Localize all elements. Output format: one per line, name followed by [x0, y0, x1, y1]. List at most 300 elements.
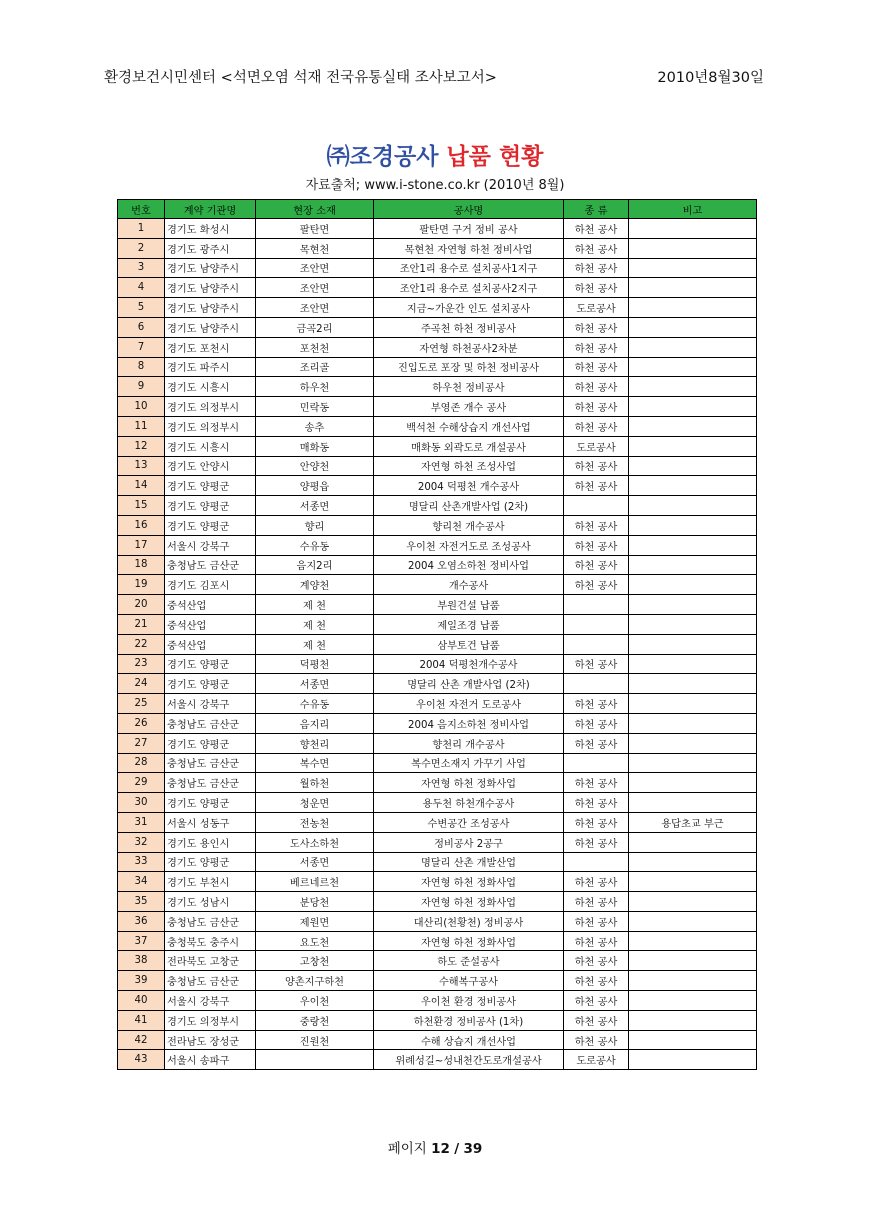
contract-agency: 경기도 포천시: [165, 337, 256, 357]
remarks: [629, 317, 757, 337]
page-separator: /: [454, 1141, 460, 1157]
contract-agency: 경기도 성남시: [165, 892, 256, 912]
contract-agency: 경기도 시흥시: [165, 436, 256, 456]
contract-agency: 경기도 안양시: [165, 456, 256, 476]
site-location: 진원천: [256, 1030, 374, 1050]
contract-agency: 중석산업: [165, 595, 256, 615]
row-number: 39: [118, 971, 165, 991]
table-row: [118, 258, 757, 278]
site-location: 도사소하천: [256, 832, 374, 852]
row-number: 43: [118, 1050, 165, 1070]
remarks: [629, 595, 757, 615]
row-number: 12: [118, 436, 165, 456]
row-number: 22: [118, 634, 165, 654]
project-type: 하천 공사: [564, 337, 629, 357]
contract-agency: 경기도 남양주시: [165, 258, 256, 278]
project-type: 하천 공사: [564, 733, 629, 753]
table-row: [118, 515, 757, 535]
remarks: [629, 496, 757, 516]
remarks: [629, 238, 757, 258]
contract-agency: 중석산업: [165, 634, 256, 654]
contract-agency: 중석산업: [165, 614, 256, 634]
contract-agency: 서울시 강북구: [165, 535, 256, 555]
contract-agency: 서울시 강북구: [165, 694, 256, 714]
row-number: 38: [118, 951, 165, 971]
contract-agency: 경기도 양평군: [165, 654, 256, 674]
project-type: 하천 공사: [564, 991, 629, 1011]
row-number: 5: [118, 298, 165, 318]
site-location: 우이천: [256, 991, 374, 1011]
site-location: 조안면: [256, 298, 374, 318]
site-location: 요도천: [256, 931, 374, 951]
remarks: [629, 258, 757, 278]
remarks: [629, 852, 757, 872]
site-location: 민락동: [256, 397, 374, 417]
row-number: 2: [118, 238, 165, 258]
project-name: 위례성길~성내천간도로개설공사: [374, 1050, 564, 1070]
contract-agency: 경기도 남양주시: [165, 298, 256, 318]
table-row: [118, 298, 757, 318]
row-number: 41: [118, 1010, 165, 1030]
remarks: [629, 278, 757, 298]
contract-agency: 충청남도 금산군: [165, 971, 256, 991]
site-location: 음지2리: [256, 555, 374, 575]
contract-agency: 충청남도 금산군: [165, 911, 256, 931]
remarks: [629, 931, 757, 951]
site-location: 덕평천: [256, 654, 374, 674]
remarks: [629, 614, 757, 634]
table-row: [118, 575, 757, 595]
table-row: [118, 397, 757, 417]
remarks: [629, 991, 757, 1011]
data-source: 자료출처; www.i-stone.co.kr (2010년 8월): [305, 178, 565, 193]
site-location: 계양천: [256, 575, 374, 595]
project-type: 도로공사: [564, 436, 629, 456]
row-number: 13: [118, 456, 165, 476]
project-type: 하천 공사: [564, 377, 629, 397]
remarks: [629, 555, 757, 575]
project-name: 2004 덕평천 개수공사: [374, 476, 564, 496]
contract-agency: 경기도 양평군: [165, 496, 256, 516]
project-name: 대산리(천황천) 정비공사: [374, 911, 564, 931]
remarks: [629, 634, 757, 654]
remarks: [629, 416, 757, 436]
remarks: [629, 377, 757, 397]
contract-agency: 서울시 송파구: [165, 1050, 256, 1070]
contract-agency: 경기도 용인시: [165, 832, 256, 852]
contract-agency: 전라북도 고창군: [165, 951, 256, 971]
row-number: 21: [118, 614, 165, 634]
report-header-title: 환경보건시민센터 <석면오염 석재 전국유통실태 조사보고서>: [104, 70, 497, 86]
project-name: 자연형 하천 정화사업: [374, 872, 564, 892]
project-name: 주곡천 하천 정비공사: [374, 317, 564, 337]
project-name: 수해복구공사: [374, 971, 564, 991]
contract-agency: 충청남도 금산군: [165, 773, 256, 793]
project-name: 2004 오염소하천 정비사업: [374, 555, 564, 575]
project-name: 개수공사: [374, 575, 564, 595]
table-row: [118, 377, 757, 397]
row-number: 20: [118, 595, 165, 615]
remarks: [629, 575, 757, 595]
table-row: [118, 634, 757, 654]
contract-agency: 충청남도 금산군: [165, 713, 256, 733]
table-row: [118, 991, 757, 1011]
project-type: 하천 공사: [564, 575, 629, 595]
table-row: [118, 555, 757, 575]
remarks: [629, 753, 757, 773]
table-row: [118, 872, 757, 892]
project-type: 하천 공사: [564, 397, 629, 417]
row-number: 18: [118, 555, 165, 575]
project-type: 하천 공사: [564, 911, 629, 931]
row-number: 6: [118, 317, 165, 337]
table-row: [118, 476, 757, 496]
column-header: 비고: [629, 200, 757, 219]
project-name: 자연형 하천 정화사업: [374, 773, 564, 793]
row-number: 36: [118, 911, 165, 931]
table-row: [118, 1050, 757, 1070]
project-type: [564, 852, 629, 872]
remarks: [629, 654, 757, 674]
table-row: [118, 694, 757, 714]
project-name: 명달리 산촌개발사업 (2차): [374, 496, 564, 516]
contract-agency: 충청남도 금산군: [165, 753, 256, 773]
site-location: 안양천: [256, 456, 374, 476]
project-type: 하천 공사: [564, 654, 629, 674]
contract-agency: 경기도 남양주시: [165, 317, 256, 337]
project-type: 하천 공사: [564, 357, 629, 377]
project-type: 하천 공사: [564, 872, 629, 892]
table-row: [118, 793, 757, 813]
remarks: [629, 298, 757, 318]
site-location: 제 천: [256, 614, 374, 634]
contract-agency: 경기도 양평군: [165, 793, 256, 813]
site-location: 제 천: [256, 634, 374, 654]
remarks: [629, 694, 757, 714]
row-number: 42: [118, 1030, 165, 1050]
table-row: [118, 416, 757, 436]
remarks: [629, 219, 757, 239]
remarks: [629, 397, 757, 417]
row-number: 31: [118, 812, 165, 832]
contract-agency: 경기도 양평군: [165, 515, 256, 535]
remarks: [629, 892, 757, 912]
project-name: 명달리 산촌 개발사업 (2차): [374, 674, 564, 694]
project-type: [564, 753, 629, 773]
table-body: [118, 219, 757, 1070]
table-row: [118, 733, 757, 753]
project-name: 자연형 하천 정화사업: [374, 892, 564, 912]
remarks: [629, 535, 757, 555]
project-type: 하천 공사: [564, 971, 629, 991]
contract-agency: 경기도 광주시: [165, 238, 256, 258]
row-number: 35: [118, 892, 165, 912]
remarks: [629, 436, 757, 456]
page-current: 12: [431, 1141, 450, 1157]
site-location: 베르네르천: [256, 872, 374, 892]
row-number: 30: [118, 793, 165, 813]
contract-agency: 경기도 의정부시: [165, 397, 256, 417]
row-number: 33: [118, 852, 165, 872]
project-name: 진입도로 포장 및 하천 정비공사: [374, 357, 564, 377]
site-location: 팔탄면: [256, 219, 374, 239]
page-total: 39: [463, 1141, 483, 1157]
project-name: 하천환경 정비공사 (1차): [374, 1010, 564, 1030]
contract-agency: 경기도 양평군: [165, 674, 256, 694]
project-type: 하천 공사: [564, 278, 629, 298]
row-number: 19: [118, 575, 165, 595]
title-suffix: 납품 현황: [446, 144, 544, 170]
table-row: [118, 832, 757, 852]
row-number: 32: [118, 832, 165, 852]
project-type: 하천 공사: [564, 892, 629, 912]
site-location: 향천리: [256, 733, 374, 753]
project-name: 우이천 자전거 도로공사: [374, 694, 564, 714]
remarks: [629, 832, 757, 852]
row-number: 11: [118, 416, 165, 436]
contract-agency: 경기도 김포시: [165, 575, 256, 595]
project-name: 지금~가운간 인도 설치공사: [374, 298, 564, 318]
site-location: 양평읍: [256, 476, 374, 496]
project-name: 삼부토건 납품: [374, 634, 564, 654]
report-date: 2010년8월30일: [657, 70, 764, 86]
project-name: 부원건설 납품: [374, 595, 564, 615]
site-location: 분당천: [256, 892, 374, 912]
table-row: [118, 812, 757, 832]
table-row: [118, 753, 757, 773]
remarks: [629, 674, 757, 694]
project-type: 하천 공사: [564, 317, 629, 337]
table-row: [118, 278, 757, 298]
project-name: 제일조경 납품: [374, 614, 564, 634]
project-type: 하천 공사: [564, 535, 629, 555]
site-location: 양촌지구하천: [256, 971, 374, 991]
delivery-table: [117, 199, 757, 1070]
row-number: 23: [118, 654, 165, 674]
remarks: [629, 1050, 757, 1070]
row-number: 29: [118, 773, 165, 793]
project-type: 하천 공사: [564, 515, 629, 535]
remarks: [629, 773, 757, 793]
column-header: 종 류: [564, 200, 629, 219]
contract-agency: 서울시 성동구: [165, 812, 256, 832]
table-row: [118, 219, 757, 239]
site-location: 수유동: [256, 694, 374, 714]
project-name: 우이천 자전거도로 조성공사: [374, 535, 564, 555]
remarks: [629, 1010, 757, 1030]
project-name: 조안1리 용수로 설치공사1지구: [374, 258, 564, 278]
site-location: 수유동: [256, 535, 374, 555]
project-name: 수변공간 조성공사: [374, 812, 564, 832]
company-name: ㈜조경공사: [326, 144, 439, 170]
page-label: 페이지: [387, 1141, 427, 1157]
column-header: 현장 소재: [256, 200, 374, 219]
project-type: 하천 공사: [564, 219, 629, 239]
table-row: [118, 852, 757, 872]
row-number: 1: [118, 219, 165, 239]
table-row: [118, 614, 757, 634]
table-row: [118, 436, 757, 456]
site-location: 조안면: [256, 258, 374, 278]
table-row: [118, 238, 757, 258]
project-type: 하천 공사: [564, 793, 629, 813]
table-row: [118, 595, 757, 615]
site-location: [256, 1050, 374, 1070]
project-name: 향천리 개수공사: [374, 733, 564, 753]
table-row: [118, 951, 757, 971]
site-location: 음지리: [256, 713, 374, 733]
contract-agency: 충청남도 금산군: [165, 555, 256, 575]
row-number: 34: [118, 872, 165, 892]
site-location: 조리골: [256, 357, 374, 377]
project-type: 하천 공사: [564, 773, 629, 793]
site-location: 송추: [256, 416, 374, 436]
table-row: [118, 773, 757, 793]
table-row: [118, 1030, 757, 1050]
remarks: [629, 733, 757, 753]
table-header-row: [118, 200, 757, 219]
page-title: [0, 138, 870, 171]
column-header: 번호: [118, 200, 165, 219]
row-number: 3: [118, 258, 165, 278]
project-type: 하천 공사: [564, 555, 629, 575]
table-row: [118, 971, 757, 991]
remarks: [629, 793, 757, 813]
remarks: [629, 1030, 757, 1050]
project-type: 하천 공사: [564, 1010, 629, 1030]
table-row: [118, 1010, 757, 1030]
remarks: [629, 911, 757, 931]
row-number: 15: [118, 496, 165, 516]
site-location: 복수면: [256, 753, 374, 773]
project-name: 자연형 하천 정화사업: [374, 931, 564, 951]
table-row: [118, 713, 757, 733]
project-type: 하천 공사: [564, 238, 629, 258]
row-number: 25: [118, 694, 165, 714]
row-number: 14: [118, 476, 165, 496]
column-header: 공사명: [374, 200, 564, 219]
project-name: 2004 음지소하천 정비사업: [374, 713, 564, 733]
project-name: 복수면소재지 가꾸기 사업: [374, 753, 564, 773]
project-type: 하천 공사: [564, 456, 629, 476]
site-location: 서종면: [256, 496, 374, 516]
project-name: 향리천 개수공사: [374, 515, 564, 535]
site-location: 전농천: [256, 812, 374, 832]
project-type: [564, 496, 629, 516]
project-type: [564, 674, 629, 694]
project-type: 도로공사: [564, 1050, 629, 1070]
row-number: 17: [118, 535, 165, 555]
contract-agency: 전라남도 장성군: [165, 1030, 256, 1050]
table-row: [118, 892, 757, 912]
row-number: 9: [118, 377, 165, 397]
project-type: 하천 공사: [564, 832, 629, 852]
contract-agency: 충청북도 충주시: [165, 931, 256, 951]
contract-agency: 경기도 양평군: [165, 476, 256, 496]
site-location: 매화동: [256, 436, 374, 456]
project-name: 팔탄면 구거 정비 공사: [374, 219, 564, 239]
table-row: [118, 357, 757, 377]
project-type: 하천 공사: [564, 476, 629, 496]
row-number: 40: [118, 991, 165, 1011]
contract-agency: 경기도 부천시: [165, 872, 256, 892]
project-type: 하천 공사: [564, 931, 629, 951]
project-type: 하천 공사: [564, 1030, 629, 1050]
contract-agency: 경기도 의정부시: [165, 1010, 256, 1030]
row-number: 24: [118, 674, 165, 694]
project-name: 자연형 하천 조성사업: [374, 456, 564, 476]
project-type: 하천 공사: [564, 812, 629, 832]
project-name: 정비공사 2공구: [374, 832, 564, 852]
project-type: [564, 614, 629, 634]
remarks: [629, 872, 757, 892]
site-location: 월하천: [256, 773, 374, 793]
project-name: 자연형 하천공사2차분: [374, 337, 564, 357]
row-number: 26: [118, 713, 165, 733]
table-row: [118, 317, 757, 337]
site-location: 서종면: [256, 852, 374, 872]
project-name: 조안1리 용수로 설치공사2지구: [374, 278, 564, 298]
site-location: 목현천: [256, 238, 374, 258]
site-location: 하우천: [256, 377, 374, 397]
table-row: [118, 496, 757, 516]
project-type: [564, 595, 629, 615]
remarks: [629, 476, 757, 496]
site-location: 중랑천: [256, 1010, 374, 1030]
site-location: 고창천: [256, 951, 374, 971]
site-location: 서종면: [256, 674, 374, 694]
project-type: 도로공사: [564, 298, 629, 318]
project-name: 수해 상습지 개선사업: [374, 1030, 564, 1050]
project-name: 명달리 산촌 개발산업: [374, 852, 564, 872]
site-location: 제 천: [256, 595, 374, 615]
table-row: [118, 911, 757, 931]
project-name: 매화동 외곽도로 개설공사: [374, 436, 564, 456]
project-name: 2004 덕평천개수공사: [374, 654, 564, 674]
column-header: 계약 기관명: [165, 200, 256, 219]
row-number: 8: [118, 357, 165, 377]
remarks: [629, 456, 757, 476]
project-name: 하우천 정비공사: [374, 377, 564, 397]
row-number: 37: [118, 931, 165, 951]
table-row: [118, 674, 757, 694]
site-location: 금곡2리: [256, 317, 374, 337]
remarks: [629, 357, 757, 377]
project-type: 하천 공사: [564, 258, 629, 278]
remarks: [629, 971, 757, 991]
row-number: 27: [118, 733, 165, 753]
remarks: 용답초교 부근: [629, 812, 757, 832]
project-name: 목현천 자연형 하천 정비사업: [374, 238, 564, 258]
project-type: 하천 공사: [564, 694, 629, 714]
table-row: [118, 337, 757, 357]
project-name: 우이천 환경 정비공사: [374, 991, 564, 1011]
site-location: 청운면: [256, 793, 374, 813]
site-location: 포천천: [256, 337, 374, 357]
contract-agency: 경기도 의정부시: [165, 416, 256, 436]
contract-agency: 경기도 양평군: [165, 733, 256, 753]
remarks: [629, 713, 757, 733]
project-type: 하천 공사: [564, 416, 629, 436]
project-name: 부영존 개수 공사: [374, 397, 564, 417]
project-name: 용두천 하천개수공사: [374, 793, 564, 813]
row-number: 28: [118, 753, 165, 773]
remarks: [629, 515, 757, 535]
site-location: 조안면: [256, 278, 374, 298]
remarks: [629, 951, 757, 971]
table-row: [118, 535, 757, 555]
row-number: 16: [118, 515, 165, 535]
